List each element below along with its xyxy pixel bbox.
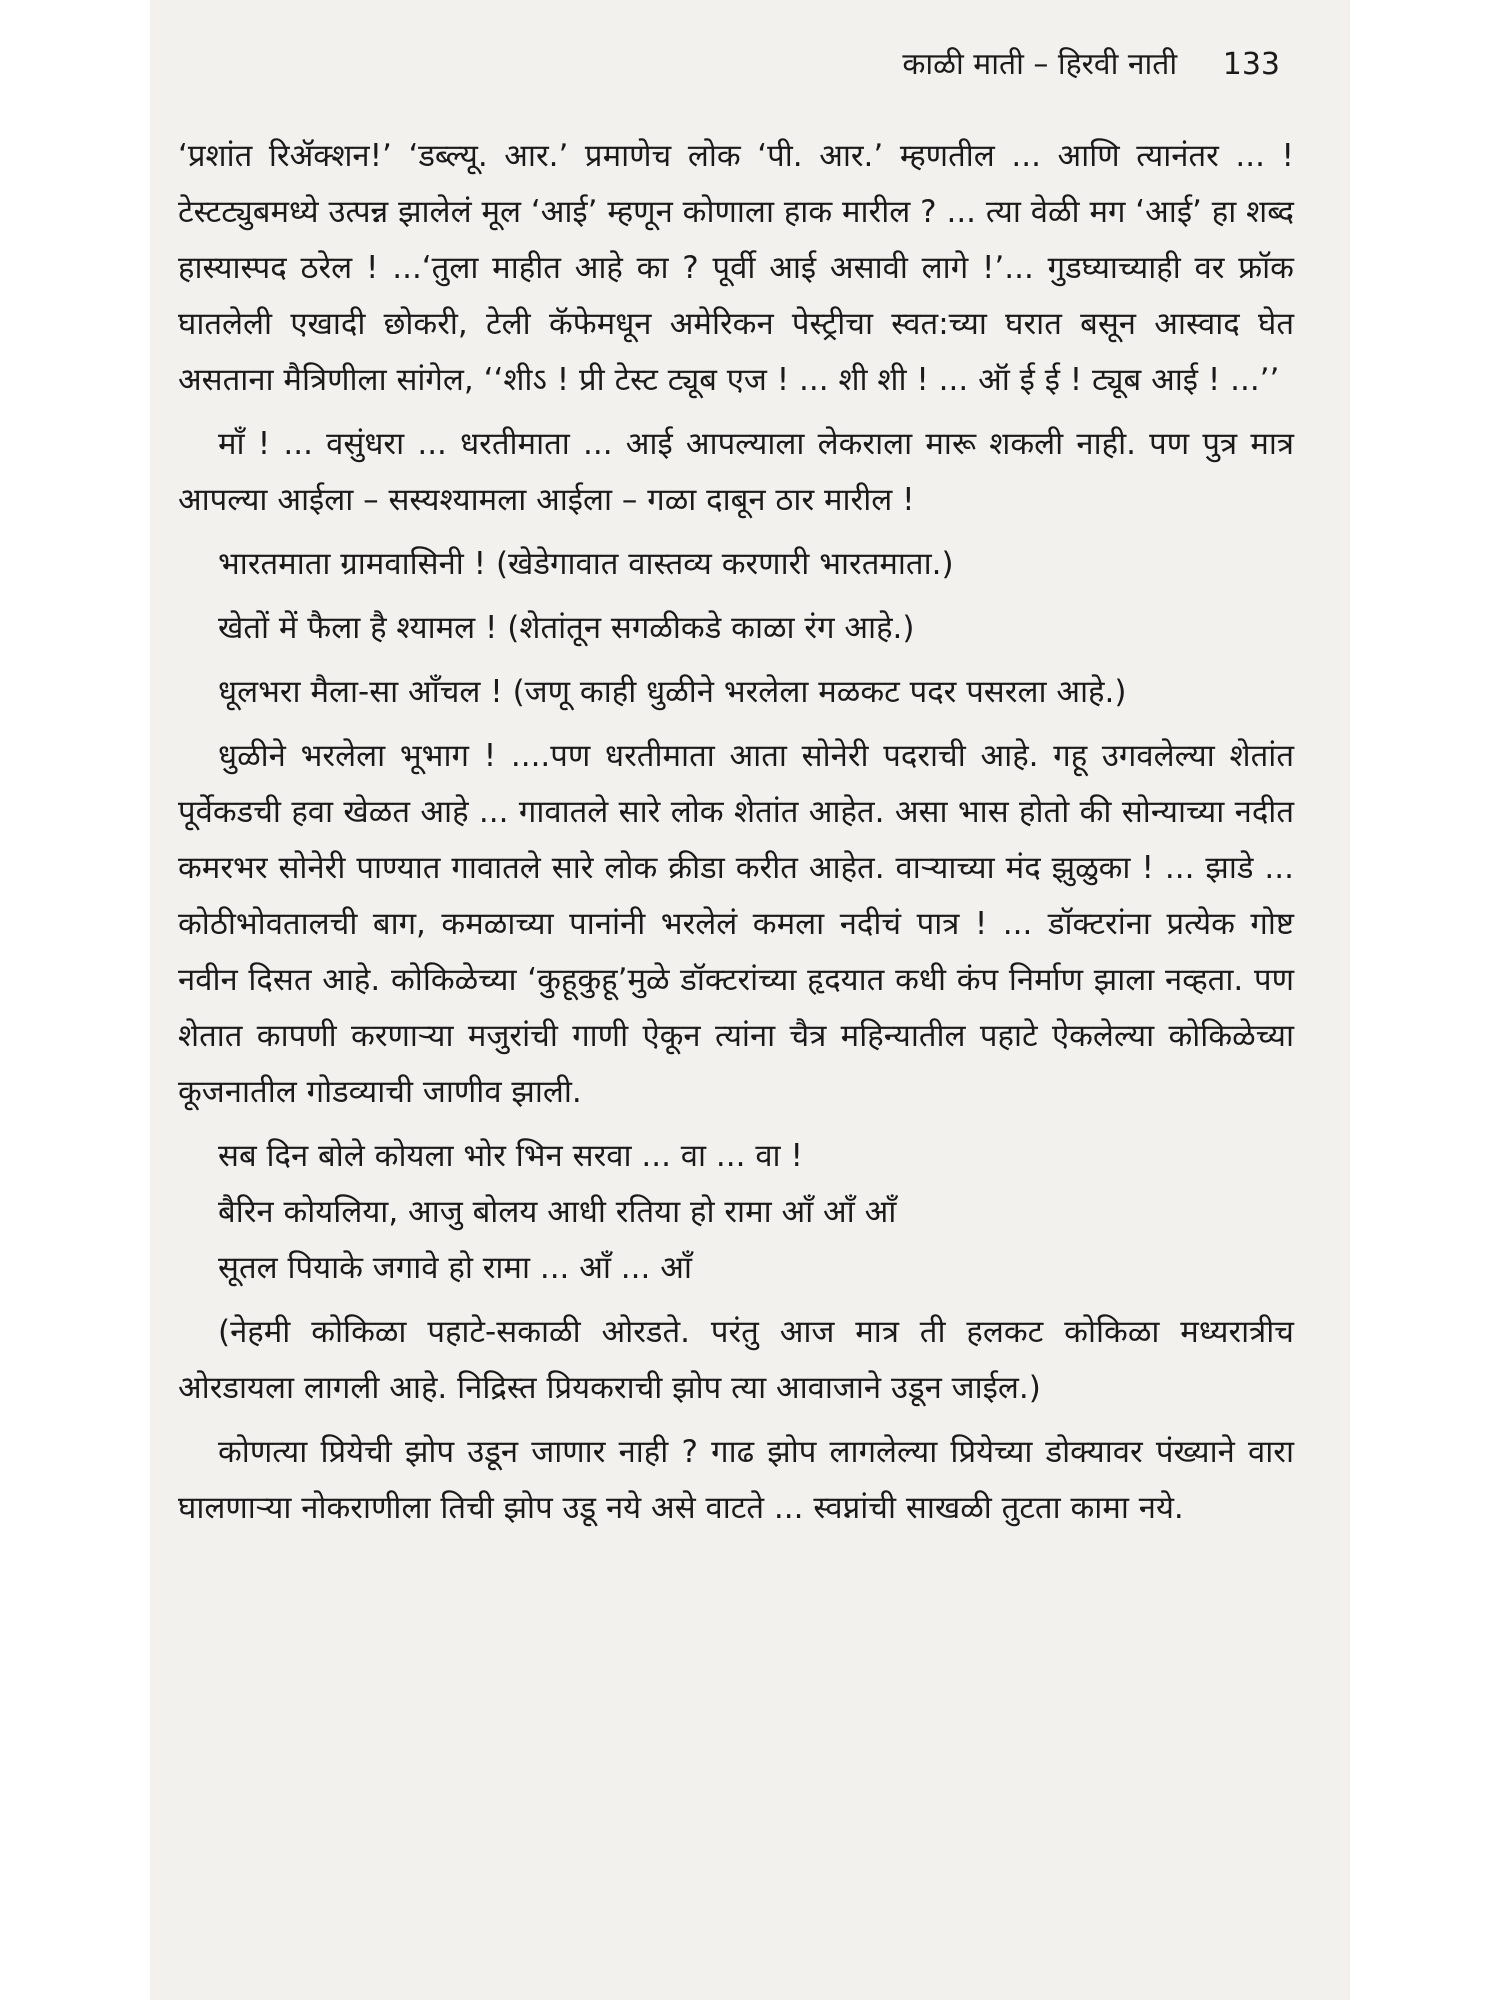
paragraph: कोणत्या प्रियेची झोप उडून जाणार नाही ? गाढ झोप लागलेल्या प्रियेच्या डोक्यावर पंख्याने वारा घालणाऱ्या नोकराणीला तिची झोप उडू नये असे वाटते ... स्वप्नांची साखळी तुटता कामा नये. bbox=[178, 1434, 1294, 1526]
book-page bbox=[150, 0, 1350, 2000]
page-number: 133 bbox=[1222, 47, 1280, 82]
running-title: काळी माती – हिरवी नाती bbox=[902, 47, 1178, 82]
body-text bbox=[178, 128, 1294, 1544]
paragraph: (नेहमी कोकिळा पहाटे-सकाळी ओरडते. परंतु आज मात्र ती हलकट कोकिळा मध्यरात्रीच ओरडायला लागली आहे. निद्रिस्त प्रियकराची झोप त्या आवाजाने उडून जाईल.) bbox=[178, 1314, 1294, 1406]
verse-line: सब दिन बोले कोयला भोर भिन सरवा ... वा ... वा ! bbox=[218, 1138, 803, 1174]
paragraph: भारतमाता ग्रामवासिनी ! (खेडेगावात वास्तव्य करणारी भारतमाता.) bbox=[218, 546, 954, 582]
paragraph: ‘प्रशांत रिॲक्शन!’ ‘डब्ल्यू. आर.’ प्रमाणेच लोक ‘पी. आर.’ म्हणतील ... आणि त्यानंतर ... ! टेस्टट्युबमध्ये उत्पन्न झालेलं मूल ‘आई’ म्हणून कोणाला हाक मारील ? ... त्या वेळी मग ‘आई’ हा शब्द हास्यास्पद ठरेल ! ...‘तुला माहीत आहे का ? पूर्वी आई असावी लागे !’... गुडघ्याच्याही वर फ्रॉक घातलेली एखादी छोकरी, टेली कॅफेमधून अमेरिकन पेस्ट्रीचा स्वत:च्या घरात बसून आस्वाद घेत असताना मैत्रिणीला सांगेल, ‘‘शीऽ ! प्री टेस्ट ट्यूब एज ! ... शी शी ! ... ऑ ई ई ! ट्यूब आई ! ...’’ bbox=[178, 138, 1294, 398]
paragraph: धूलभरा मैला-सा आँचल ! (जणू काही धुळीने भरलेला मळकट पदर पसरला आहे.) bbox=[218, 674, 1127, 710]
paragraph: माँ ! ... वसुंधरा ... धरतीमाता ... आई आपल्याला लेकराला मारू शकली नाही. पण पुत्र मात्र आपल्या आईला – सस्यश्यामला आईला – गळा दाबून ठार मारील ! bbox=[178, 426, 1294, 518]
running-header bbox=[902, 42, 1280, 83]
verse-line: बैरिन कोयलिया, आजु बोलय आधी रतिया हो रामा आँ आँ आँ bbox=[218, 1194, 897, 1230]
paragraph: खेतों में फैला है श्यामल ! (शेतांतून सगळीकडे काळा रंग आहे.) bbox=[218, 610, 915, 646]
paragraph: धुळीने भरलेला भूभाग ! ....पण धरतीमाता आता सोनेरी पदराची आहे. गहू उगवलेल्या शेतांत पूर्वेकडची हवा खेळत आहे ... गावातले सारे लोक शेतांत आहेत. असा भास होतो की सोन्याच्या नदीत कमरभर सोनेरी पाण्यात गावातले सारे लोक क्रीडा करीत आहेत. वाऱ्याच्या मंद झुळुका ! ... झाडे ... कोठीभोवतालची बाग, कमळाच्या पानांनी भरलेलं कमला नदीचं पात्र ! ... डॉक्टरांना प्रत्येक गोष्ट नवीन दिसत आहे. कोकिळेच्या ‘कुहूकुहू’मुळे डॉक्टरांच्या हृदयात कधी कंप निर्माण झाला नव्हता. पण शेतात कापणी करणाऱ्या मजुरांची गाणी ऐकून त्यांना चैत्र महिन्यातील पहाटे ऐकलेल्या कोकिळेच्या कूजनातील गोडव्याची जाणीव झाली. bbox=[178, 738, 1294, 1110]
verse-line: सूतल पियाके जगावे हो रामा ... आँ ... आँ bbox=[218, 1250, 692, 1286]
